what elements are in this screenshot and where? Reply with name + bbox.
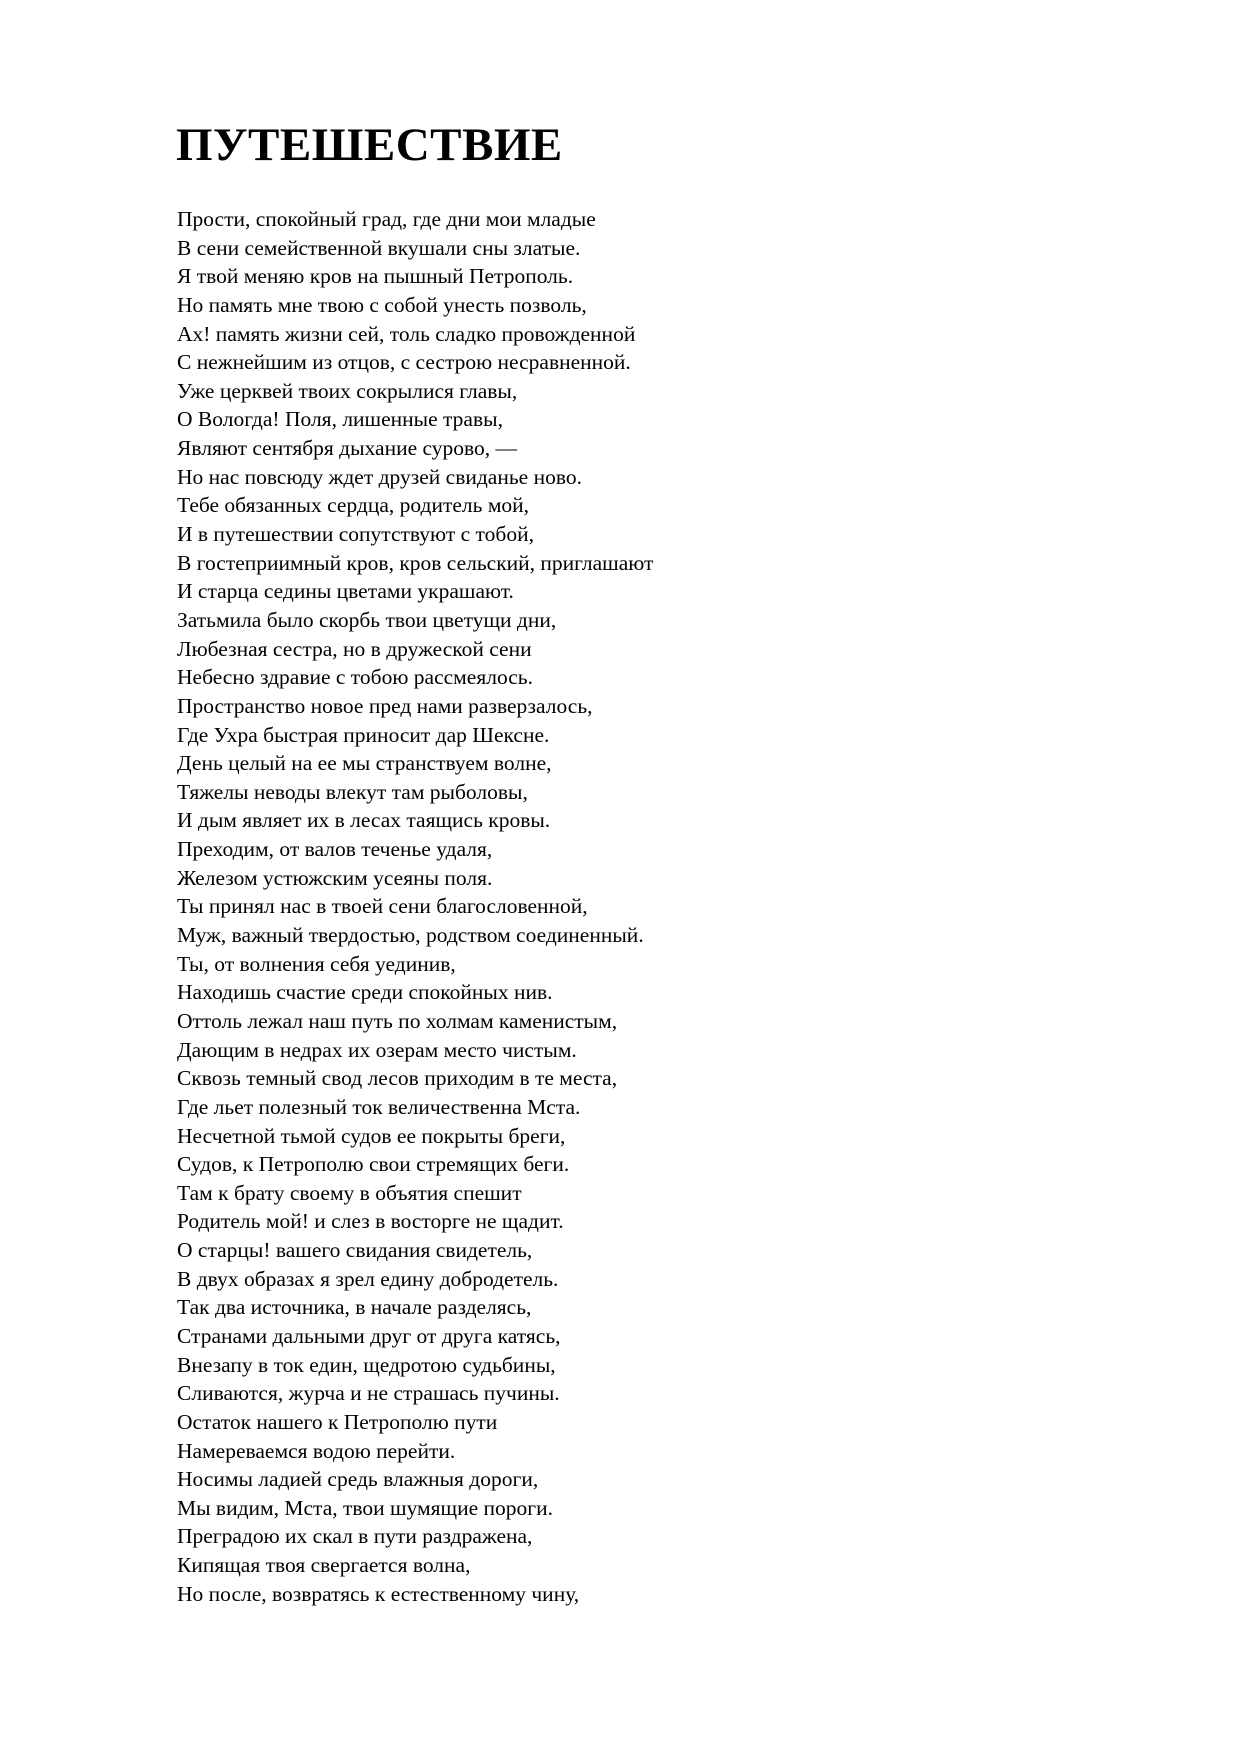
poem-line: Где Ухра быстрая приносит дар Шексне. [177, 722, 550, 747]
poem-line: Тебе обязанных сердца, родитель мой, [177, 493, 530, 518]
poem-line: Носимы ладией средь влажныя дороги, [177, 1467, 539, 1492]
poem-line: И дым являет их в лесах таящись кровы. [177, 808, 551, 833]
poem-line: Остаток нашего к Петрополю пути [177, 1409, 498, 1434]
poem-line: Являют сентября дыхание сурово, — [177, 436, 518, 461]
poem-line: Там к брату своему в объятия спешит [177, 1180, 522, 1205]
poem-line: День целый на ее мы странствуем волне, [177, 751, 552, 776]
poem-line: С нежнейшим из отцов, с сестрою несравненной. [177, 350, 631, 375]
poem-line: Намереваемся водою перейти. [177, 1438, 456, 1463]
poem-line: Преходим, от валов теченье удаля, [177, 837, 493, 862]
poem-line: Преградою их скал в пути раздражена, [177, 1524, 533, 1549]
poem-line: Но нас повсюду ждет друзей свиданье ново. [177, 464, 582, 489]
poem-line: Любезная сестра, но в дружеской сени [177, 636, 532, 661]
poem-line: Железом устюжским усеяны поля. [177, 865, 493, 890]
poem-line: Несчетной тьмой судов ее покрыты бреги, [177, 1123, 566, 1148]
poem-line: Так два источника, в начале разделясь, [177, 1295, 532, 1320]
poem-line: Затьмила было скорбь твои цветущи дни, [177, 607, 557, 632]
poem-line: Но после, возвратясь к естественному чину, [177, 1581, 580, 1606]
poem-line: О Вологда! Поля, лишенные травы, [177, 407, 503, 432]
poem-line: В двух образах я зрел едину добродетель. [177, 1266, 559, 1291]
poem-line: Где льет полезный ток величественна Мста. [177, 1094, 581, 1119]
poem-line: Но память мне твою с собой унесть позволь, [177, 292, 587, 317]
poem-line: Сливаются, журча и не страшась пучины. [177, 1381, 560, 1406]
poem-line: Оттоль лежал наш путь по холмам каменистым, [177, 1008, 618, 1033]
poem-line: И в путешествии сопутствуют с тобой, [177, 522, 534, 547]
poem-line: И старца седины цветами украшают. [177, 579, 514, 604]
poem-line: Дающим в недрах их озерам место чистым. [177, 1037, 577, 1062]
poem-line: Внезапу в ток един, щедротою судьбины, [177, 1352, 556, 1377]
poem-line: Ты принял нас в твоей сени благословенной, [177, 894, 588, 919]
poem-line: Сквозь темный свод лесов приходим в те места, [177, 1066, 618, 1091]
poem-line: Я твой меняю кров на пышный Петрополь. [177, 264, 574, 289]
poem-line: Находишь счастие среди спокойных нив. [177, 980, 553, 1005]
poem-line: Прости, спокойный град, где дни мои младые [177, 207, 596, 231]
poem-line: В сени семейственной вкушали сны златые. [177, 235, 581, 260]
poem-line: Небесно здравие с тобою рассмеялось. [177, 665, 533, 690]
poem-line: О старцы! вашего свидания свидетель, [177, 1238, 533, 1263]
poem-line: Кипящая твоя свергается волна, [177, 1553, 471, 1578]
poem-line: Ах! память жизни сей, толь сладко провожденной [177, 321, 636, 346]
poem-line: Родитель мой! и слез в восторге не щадит. [177, 1209, 564, 1234]
poem-body [177, 205, 1137, 1608]
poem-line: Странами дальными друг от друга катясь, [177, 1323, 561, 1348]
poem-line: Судов, к Петрополю свои стремящих беги. [177, 1152, 570, 1177]
poem-line: Ты, от волнения себя уединив, [177, 951, 456, 976]
poem-line: Пространство новое пред нами разверзалось, [177, 693, 593, 718]
poem-title: ПУТЕШЕСТВИЕ [176, 119, 563, 171]
poem-line: Муж, важный твердостью, родством соединенный. [177, 923, 644, 948]
poem-line: В гостеприимный кров, кров сельский, приглашают [177, 550, 654, 575]
poem-line: Тяжелы неводы влекут там рыболовы, [177, 779, 528, 804]
poem-line: Мы видим, Мста, твои шумящие пороги. [177, 1495, 553, 1520]
poem-line: Уже церквей твоих сокрылися главы, [177, 378, 518, 403]
